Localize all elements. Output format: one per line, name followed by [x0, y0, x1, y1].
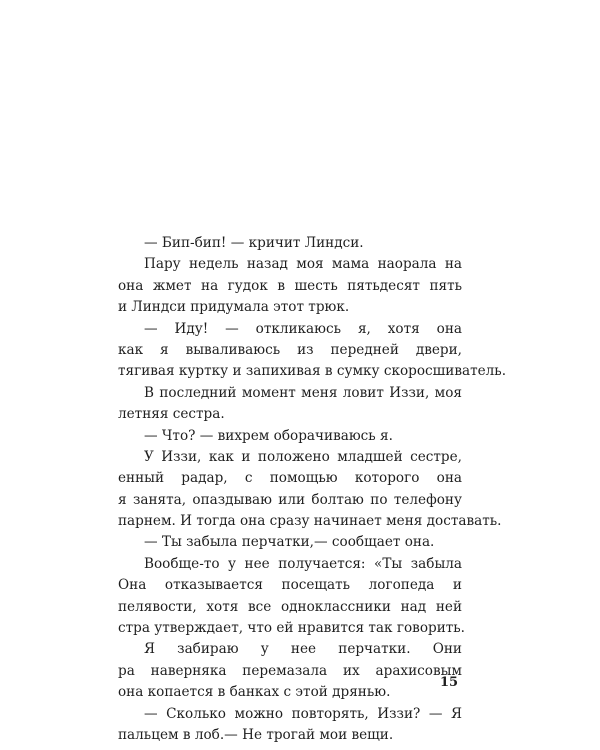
- text-line: пелявости, хотя все одноклассники над ней: [118, 598, 462, 615]
- text-line: тягивая куртку и запихивая в сумку скоросшиватель.: [118, 363, 507, 380]
- text-line: — Ты забыла перчатки,— сообщает она.: [144, 534, 435, 551]
- text-line: стра утверждает, что ей нравится так говорить.: [118, 620, 466, 637]
- text-line: и Линдси придумала этот трюк.: [118, 299, 350, 316]
- text-line: — Сколько можно повторять, Иззи? — Я: [144, 705, 462, 722]
- text-line: Вообще-то у нее получается: «Ты забыла: [144, 555, 462, 572]
- text-line: — Бип-бип! — кричит Линдси.: [144, 235, 364, 251]
- text-line: — Что? — вихрем оборачиваюсь я.: [144, 427, 393, 444]
- text-line: она жмет на гудок в шесть пятьдесят пять: [118, 277, 462, 294]
- text-line: У Иззи, как и положено младшей сестре,: [144, 448, 462, 465]
- page-number: 15: [440, 675, 459, 690]
- text-line: ра наверняка перемазала их арахисовым: [118, 662, 462, 679]
- text-line: Я забираю у нее перчатки. Они: [144, 641, 462, 658]
- text-line: енный радар, с помощью которого она: [118, 470, 462, 487]
- text-line: Пару недель назад моя мама наорала на: [144, 256, 462, 273]
- text-line: я занята, опаздываю или болтаю по телефону: [118, 491, 462, 508]
- text-line: парнем. И тогда она сразу начинает меня доставать.: [118, 513, 502, 530]
- text-line: как я вываливаюсь из передней двери,: [118, 341, 462, 358]
- text-line: — Иду! — откликаюсь я, хотя она: [144, 320, 462, 337]
- text-line: летняя сестра.: [118, 406, 225, 423]
- text-line: пальцем в лоб.— Не трогай мои вещи.: [118, 726, 394, 743]
- text-line: В последний момент меня ловит Иззи, моя: [144, 384, 462, 401]
- body-text: [118, 233, 507, 746]
- text-line: Она отказывается посещать логопеда и: [118, 577, 462, 594]
- text-line: она копается в банках с этой дрянью.: [118, 684, 391, 701]
